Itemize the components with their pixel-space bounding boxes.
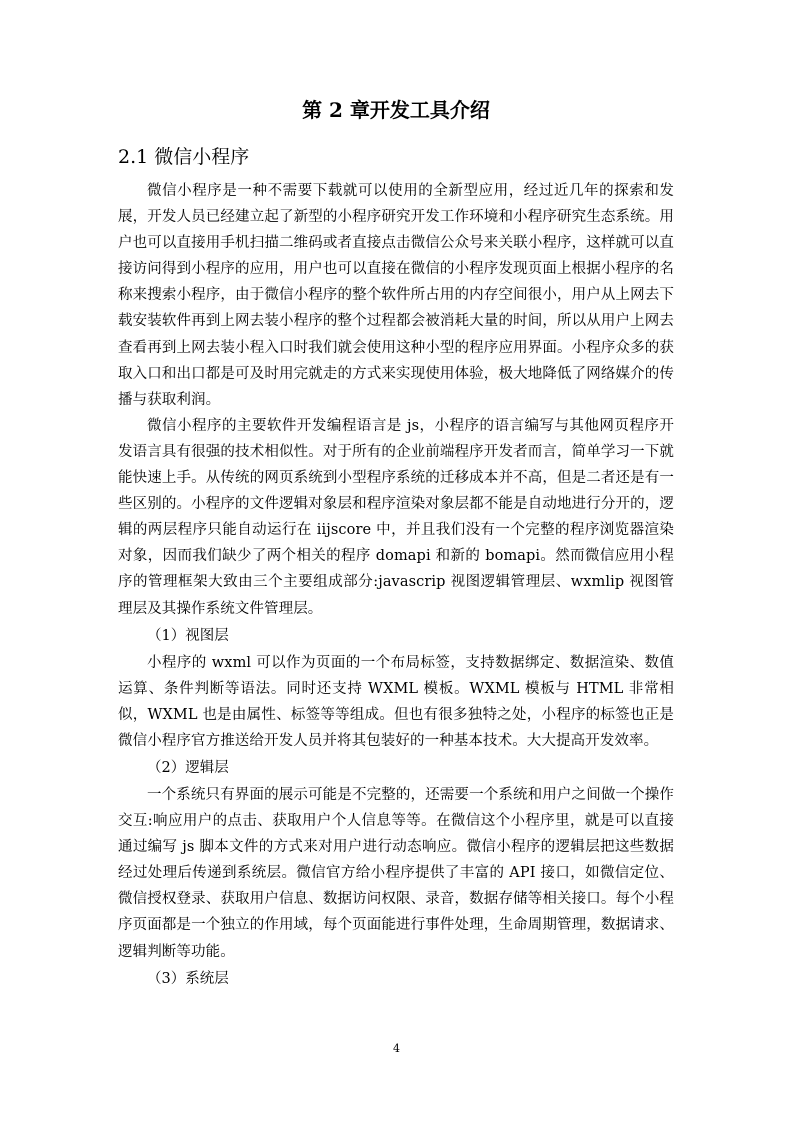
page-content <box>118 96 674 993</box>
section-heading: 2.1 微信小程序 <box>118 146 250 168</box>
paragraph-logic-layer: 一个系统只有界面的展示可能是不完整的，还需要一个系统和用户之间做一个操作交互:响应用户的点击、获取用户个人信息等等。在微信这个小程序里，就是可以直接通过编写 js 脚本文件的方式来对用户进行动态响应。微信小程序的逻辑层把这些数据经过处理后传递到系统层。微信官方给小程序提供了丰富的 API 接口，如微信定位、微信授权登录、获取用户信息、数据访问权限、录音，数据存储等相关接口。每个小程序页面都是一个独立的作用域，每个页面能进行事件处理，生命周期管理，数据请求、逻辑判断等功能。 <box>118 786 674 960</box>
subheading-logic-layer: （2）逻辑层 <box>147 759 229 776</box>
page-number: 4 <box>393 1042 400 1055</box>
paragraph-view-layer: 小程序的 wxml 可以作为页面的一个布局标签，支持数据绑定、数据渲染、数值运算、条件判断等语法。同时还支持 WXML 模板。WXML 模板与 HTML 非常相似，WXML 也是由属性、标签等等组成。但也有很多独特之处，小程序的标签也正是微信小程序官方推送给开发人员并将其包装好的一种基本技术。大大提高开发效率。 <box>118 654 674 749</box>
paragraph-language: 微信小程序的主要软件开发编程语言是 js，小程序的语言编写与其他网页程序开发语言具有很强的技术相似性。对于所有的企业前端程序开发者而言，简单学习一下就能快速上手。从传统的网页系统到小型程序系统的迁移成本并不高，但是二者还是有一些区别的。小程序的文件逻辑对象层和程序渲染对象层都不能是自动地进行分开的，逻辑的两层程序只能自动运行在 iijscore 中，并且我们没有一个完整的程序浏览器渲染对象，因而我们缺少了两个相关的程序 domapi 和新的 bomapi。然而微信应用小程序的管理框架大致由三个主要组成部分:javascrip 视图逻辑管理层、wxmlip 视图管理层及其操作系统文件管理层。 <box>118 417 674 617</box>
chapter-title: 第 2 章开发工具介绍 <box>302 98 490 122</box>
paragraph-intro: 微信小程序是一种不需要下载就可以使用的全新型应用，经过近几年的探索和发展，开发人员已经建立起了新型的小程序研究开发工作环境和小程序研究生态系统。用户也可以直接用手机扫描二维码或者直接点击微信公众号来关联小程序，这样就可以直接访问得到小程序的应用，用户也可以直接在微信的小程序发现页面上根据小程序的名称来搜索小程序，由于微信小程序的整个软件所占用的内存空间很小，用户从上网去下载安装软件再到上网去装小程序的整个过程都会被消耗大量的时间，所以从用户上网去查看再到上网去装小程入口时我们就会使用这种小型的程序应用界面。小程序众多的获取入口和出口都是可及时用完就走的方式来实现使用体验，极大地降低了网络媒介的传播与获取利润。 <box>118 183 674 408</box>
subheading-system-layer: （3）系统层 <box>147 970 229 987</box>
subheading-view-layer: （1）视图层 <box>147 627 229 644</box>
